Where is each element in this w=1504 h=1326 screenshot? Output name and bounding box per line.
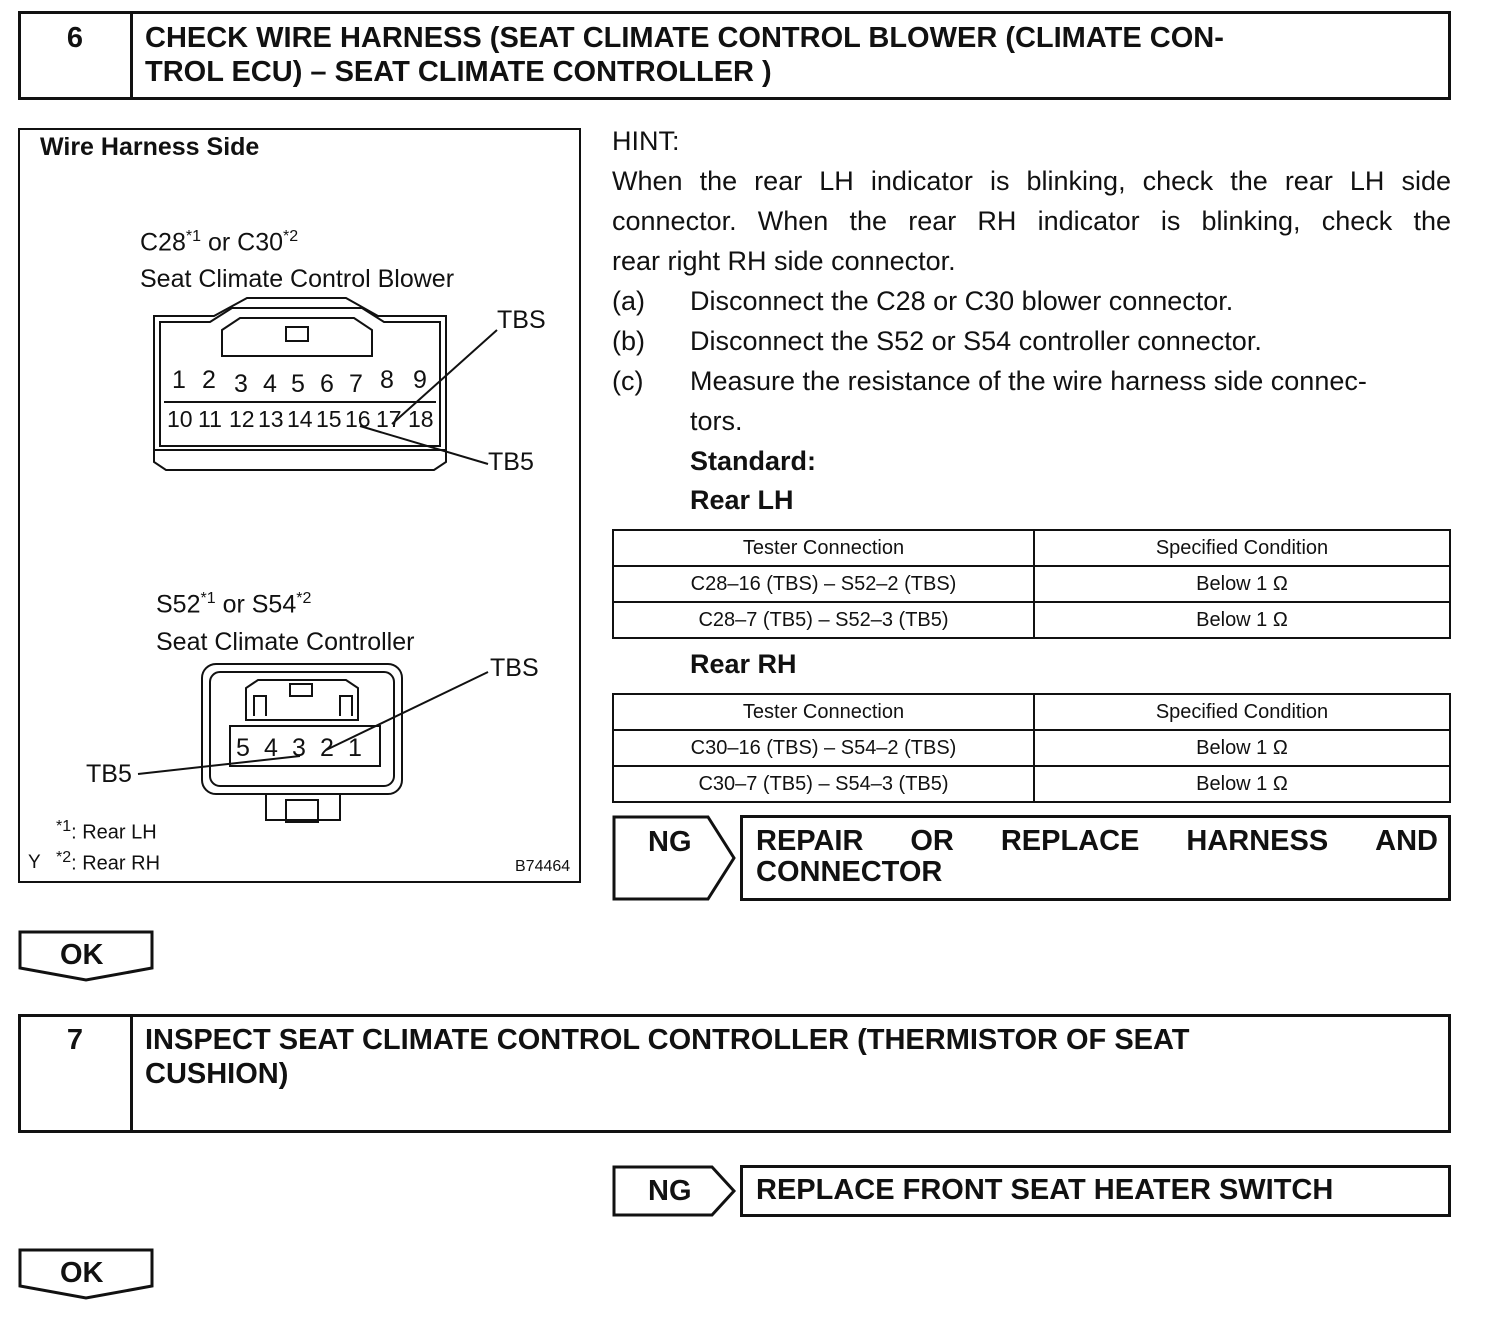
step-b-text: Disconnect the S52 or S54 controller connector. xyxy=(690,326,1262,356)
table-cell: C28–7 (TB5) – S52–3 (TB5) xyxy=(613,602,1034,638)
blower-pin: 2 xyxy=(202,366,216,394)
blower-connector-name: Seat Climate Control Blower xyxy=(140,265,455,293)
table-cell: C30–7 (TB5) – S54–3 (TB5) xyxy=(613,766,1034,802)
controller-pin: 2 xyxy=(320,734,334,762)
hint-line2: connector. When the rear RH indicator is blinking, check the xyxy=(612,206,1451,236)
diagram-heading: Wire Harness Side xyxy=(40,133,260,161)
blower-pin: 7 xyxy=(349,370,363,398)
blower-pin: 15 xyxy=(316,406,342,432)
controller-pin: 4 xyxy=(264,734,278,762)
blower-pin: 10 xyxy=(167,406,193,432)
table-row xyxy=(613,766,1450,802)
table-cell: C30–16 (TBS) – S54–2 (TBS) xyxy=(613,730,1034,766)
ng-word: OR xyxy=(910,825,954,857)
table-cell: Below 1 Ω xyxy=(1034,766,1450,802)
hint-line3: rear right RH side connector. xyxy=(612,246,956,276)
standard-label: Standard: xyxy=(690,446,817,476)
controller-pin: 1 xyxy=(348,734,362,762)
rear-rh-label: Rear RH xyxy=(690,649,797,679)
blower-pin: 1 xyxy=(172,366,186,394)
blower-pin: 16 xyxy=(345,406,371,432)
ng-word: HARNESS xyxy=(1186,825,1329,857)
figure-id: B74464 xyxy=(515,858,571,875)
blower-pin: 8 xyxy=(380,366,394,394)
rear-rh-table xyxy=(612,693,1451,803)
rear-lh-table xyxy=(612,529,1451,639)
controller-pin: 3 xyxy=(292,734,306,762)
blower-pin: 17 xyxy=(376,406,402,432)
controller-pin: 5 xyxy=(236,734,250,762)
controller-connector-name: Seat Climate Controller xyxy=(156,628,415,656)
footnote-rear-lh: $^{*1}$: Rear LH xyxy=(56,818,157,844)
ng-tag-2: NG xyxy=(648,1175,692,1207)
ng-word: REPAIR xyxy=(756,825,864,857)
step-c-letter: (c) xyxy=(612,366,644,396)
table-header: Specified Condition xyxy=(1034,530,1450,566)
step-7-title-line1: INSPECT SEAT CLIMATE CONTROL CONTROLLER (THERMISTOR OF SEAT xyxy=(145,1024,1190,1056)
table-row xyxy=(613,602,1450,638)
blower-pin: 11 xyxy=(198,406,222,432)
step-6-title-line1: CHECK WIRE HARNESS (SEAT CLIMATE CONTROL BLOWER (CLIMATE CON- xyxy=(145,22,1224,54)
ng-word: AND xyxy=(1375,825,1438,857)
blower-label-tbs: TBS xyxy=(497,306,546,334)
controller-label-tbs: TBS xyxy=(490,654,539,682)
blower-pin: 9 xyxy=(413,366,427,394)
blower-pin: 13 xyxy=(258,406,284,432)
step-c-text2: tors. xyxy=(690,406,743,436)
blower-pin: 5 xyxy=(291,370,305,398)
table-row xyxy=(613,566,1450,602)
blower-pin: 14 xyxy=(287,406,313,432)
blower-label-tb5: TB5 xyxy=(488,448,534,476)
table-header: Specified Condition xyxy=(1034,694,1450,730)
step-b-letter: (b) xyxy=(612,326,645,356)
step-a-letter: (a) xyxy=(612,286,645,316)
step-c-text: Measure the resistance of the wire harness side connec- xyxy=(690,366,1367,396)
step-7-divider xyxy=(130,1014,133,1133)
step-6-title-line2: TROL ECU) – SEAT CLIMATE CONTROLLER ) xyxy=(145,56,772,88)
table-header-row xyxy=(613,694,1450,730)
step-a-text: Disconnect the C28 or C30 blower connector. xyxy=(690,286,1234,316)
table-header-row xyxy=(613,530,1450,566)
ng-result-1-line1 xyxy=(756,825,1438,858)
step-7-title-line2: CUSHION) xyxy=(145,1058,289,1090)
footnote-rear-rh: $^{*2}$: Rear RH xyxy=(56,849,161,875)
table-cell: Below 1 Ω xyxy=(1034,730,1450,766)
blower-pin: 6 xyxy=(320,370,334,398)
table-header: Tester Connection xyxy=(613,694,1034,730)
controller-connector-codes: S52$^{*1}$ or S54$^{*2}$ xyxy=(156,590,312,619)
rear-lh-label: Rear LH xyxy=(690,485,794,515)
table-header: Tester Connection xyxy=(613,530,1034,566)
blower-pin: 3 xyxy=(234,370,248,398)
table-row xyxy=(613,730,1450,766)
corner-letter: Y xyxy=(28,852,41,873)
step-7-number: 7 xyxy=(66,1024,84,1056)
blower-pin: 18 xyxy=(408,406,434,432)
ng-result-2-text: REPLACE FRONT SEAT HEATER SWITCH xyxy=(756,1174,1334,1206)
blower-pin: 4 xyxy=(263,370,277,398)
ng-result-1-line2: CONNECTOR xyxy=(756,856,943,888)
ng-word: REPLACE xyxy=(1000,825,1140,857)
table-cell: Below 1 Ω xyxy=(1034,602,1450,638)
table-cell: Below 1 Ω xyxy=(1034,566,1450,602)
ok-label-2: OK xyxy=(60,1257,104,1289)
controller-label-tb5: TB5 xyxy=(86,760,132,788)
table-cell: C28–16 (TBS) – S52–2 (TBS) xyxy=(613,566,1034,602)
hint-label: HINT: xyxy=(612,126,680,156)
blower-pin: 12 xyxy=(229,406,255,432)
ok-label-1: OK xyxy=(60,939,104,971)
ng-tag-1: NG xyxy=(648,826,692,858)
blower-connector-codes: C28$^{*1}$ or C30$^{*2}$ xyxy=(140,228,299,257)
hint-line1: When the rear LH indicator is blinking, check the rear LH side xyxy=(612,166,1451,196)
step-6-number: 6 xyxy=(66,22,84,54)
